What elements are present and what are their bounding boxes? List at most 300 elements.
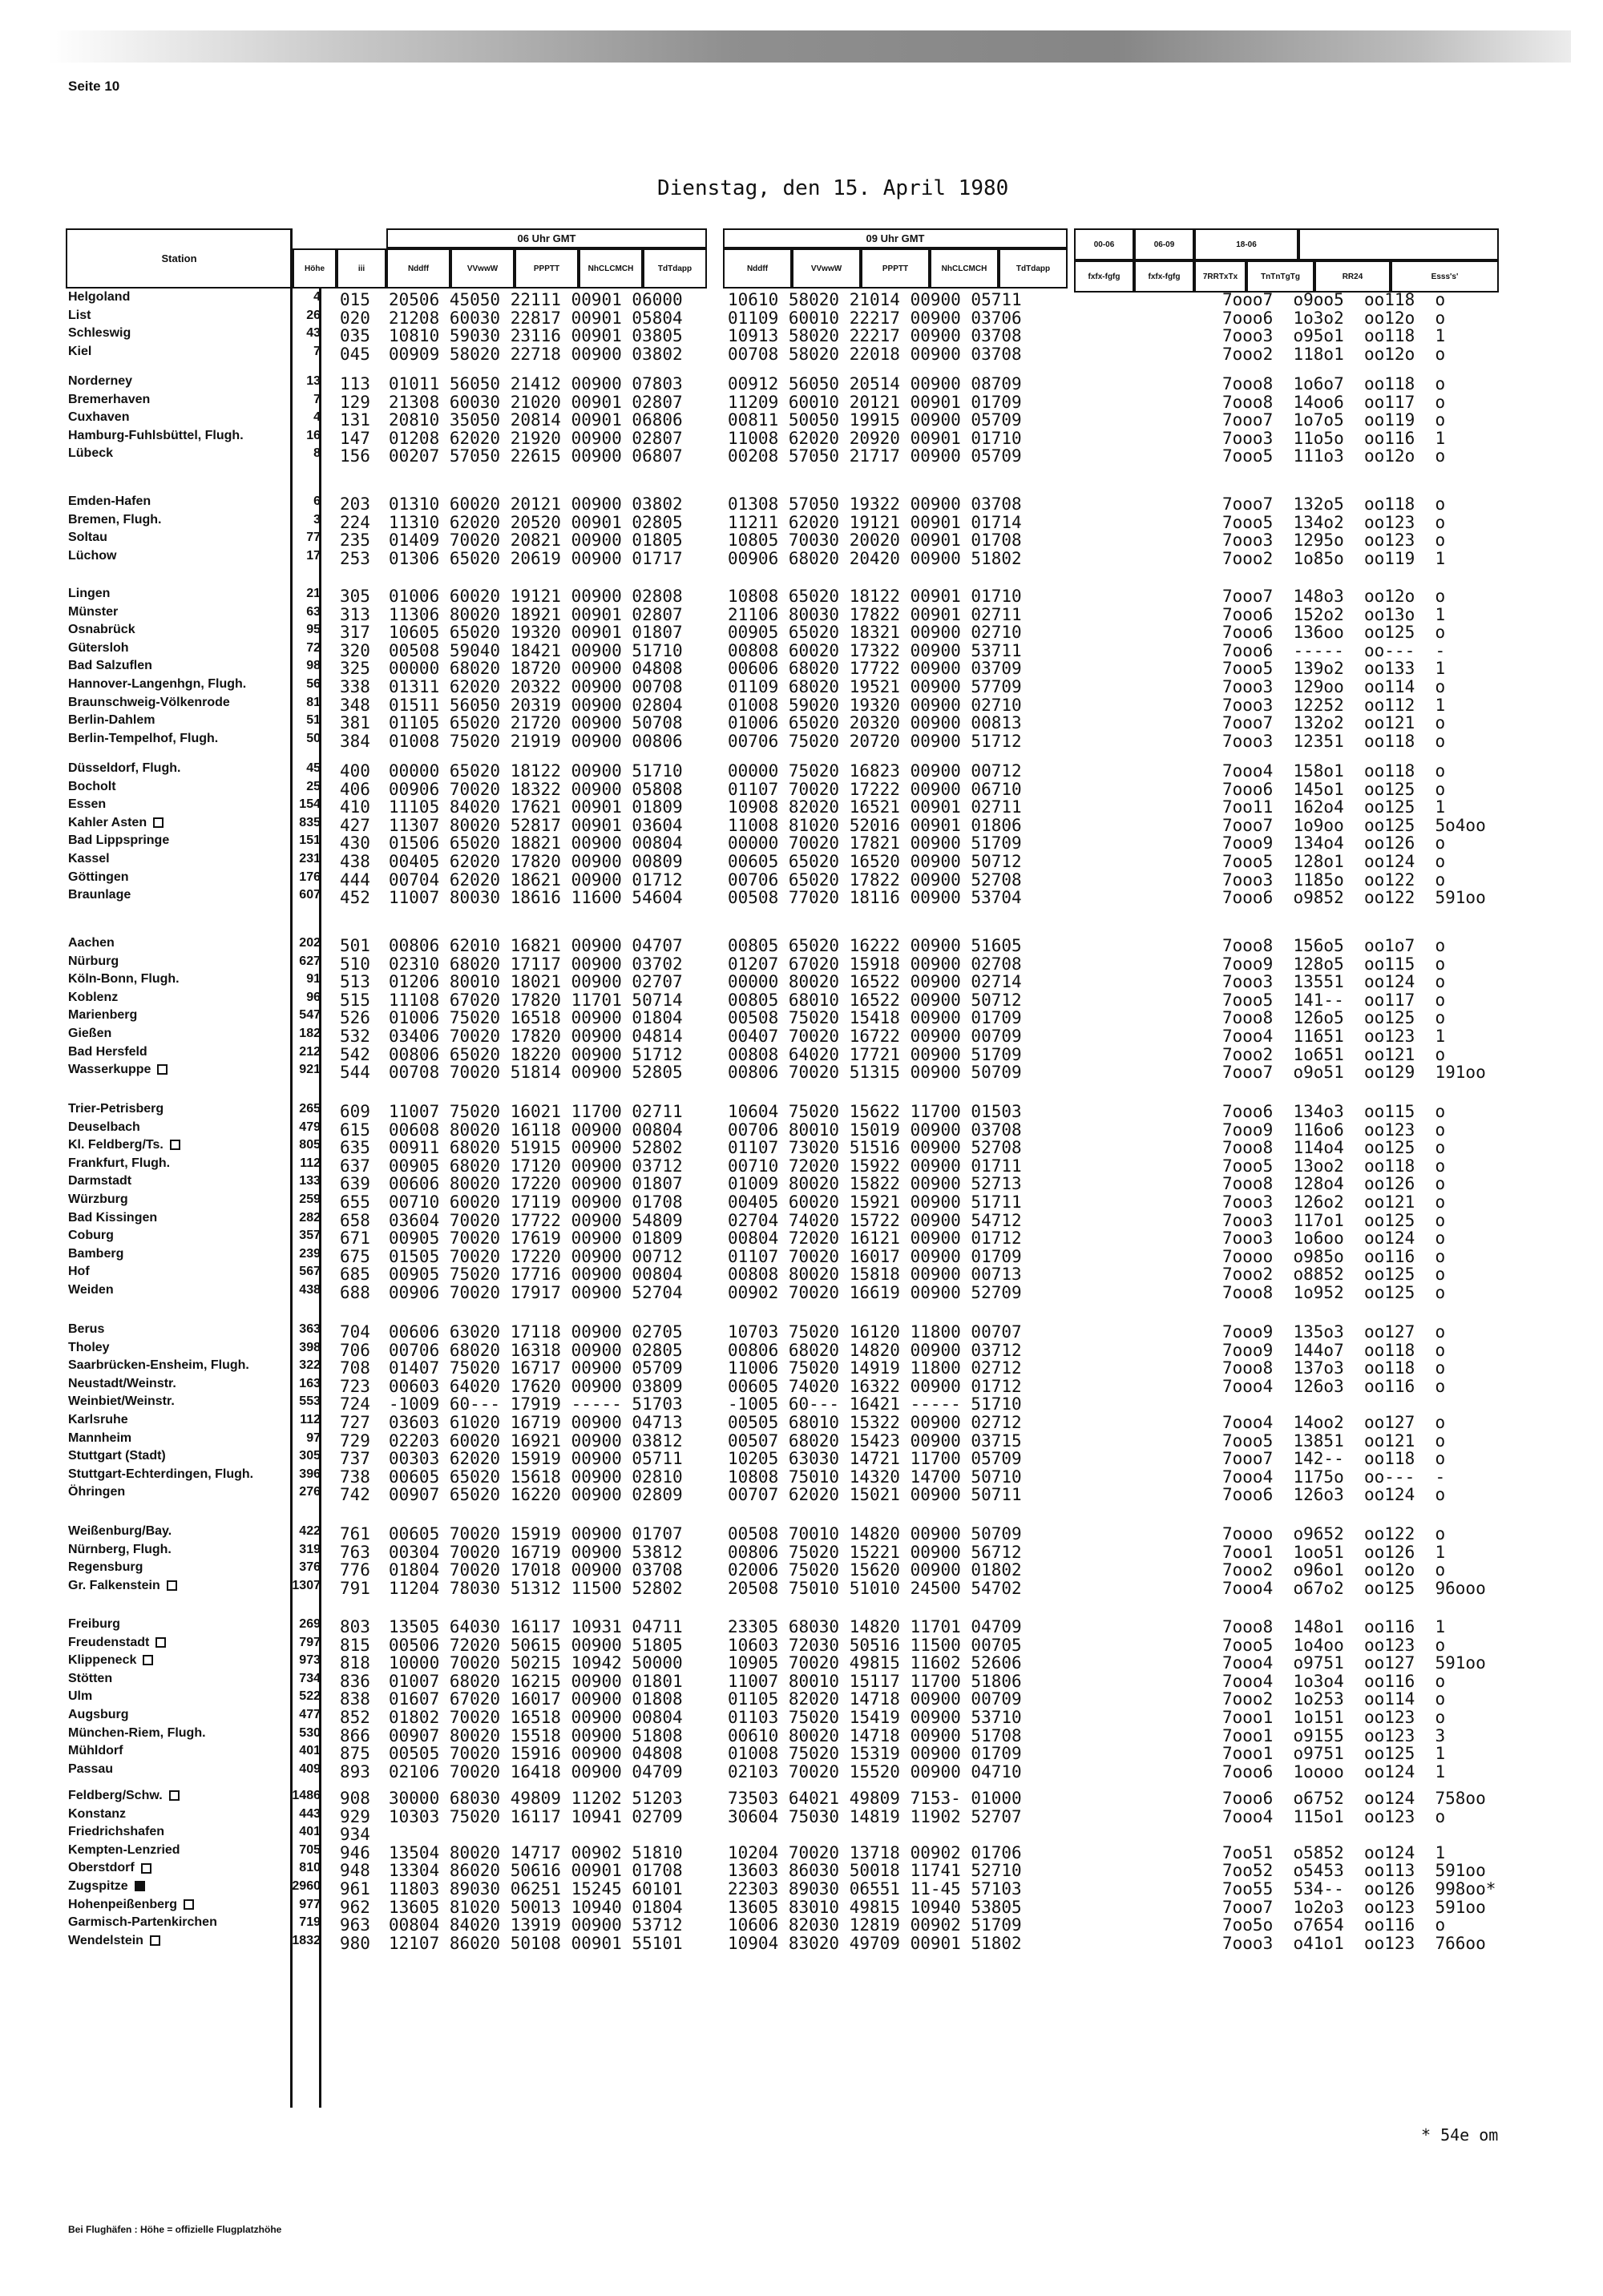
table-row	[0, 1726, 1603, 1744]
obs-09: 00912 56050 20514 00900 08709	[728, 374, 1022, 393]
table-row	[0, 549, 1603, 567]
table-row	[0, 1156, 1603, 1174]
station-name: Weiden	[68, 1283, 114, 1297]
station-height: 112	[300, 1156, 321, 1170]
station-height: 479	[299, 1120, 321, 1134]
station-height: 401	[299, 1744, 321, 1758]
obs-09: 10604 75020 15622 11700 01503	[728, 1102, 1022, 1121]
station-height: 973	[299, 1653, 321, 1668]
station-height: 163	[299, 1376, 321, 1390]
obs-09: 11006 75020 14919 11800 02712	[728, 1358, 1022, 1378]
station-height: 627	[299, 954, 321, 968]
station-name: Weißenburg/Bay.	[68, 1524, 172, 1538]
obs-06: 00405 62020 17820 00900 00809	[389, 852, 683, 871]
extra-data: 7ooo4 11651 oo123 1	[1222, 1027, 1446, 1046]
station-name: Konstanz	[68, 1806, 126, 1821]
mountain-station-marker	[143, 1655, 153, 1665]
station-height: 1307	[292, 1578, 321, 1592]
obs-09: 10703 75020 16120 11800 00707	[728, 1322, 1022, 1342]
station-height: 921	[299, 1063, 321, 1077]
extra-data: 7ooo1 1o151 oo123 o	[1222, 1708, 1446, 1727]
station-index: 203	[340, 494, 370, 514]
station-index: 791	[340, 1578, 370, 1598]
station-height: 269	[299, 1617, 321, 1631]
table-row	[0, 1524, 1603, 1542]
table-row	[0, 732, 1603, 749]
station-name: Frankfurt, Flugh.	[68, 1156, 171, 1170]
station-height: 1832	[292, 1933, 321, 1947]
table-row	[0, 1322, 1603, 1340]
obs-06: 21308 60030 21020 00901 02807	[389, 392, 683, 412]
station-name: Hohenpeißenberg	[68, 1898, 281, 1912]
obs-09: 01009 80020 15822 00900 52713	[728, 1174, 1022, 1194]
station-index: 708	[340, 1358, 370, 1378]
station-index: 430	[340, 833, 370, 853]
station-height: 734	[299, 1671, 321, 1685]
station-index: 609	[340, 1102, 370, 1121]
extra-data: 7ooo4 14oo2 oo127 o	[1222, 1413, 1446, 1432]
station-index: 893	[340, 1761, 370, 1782]
station-index: 655	[340, 1192, 370, 1212]
table-row	[0, 1915, 1603, 1933]
header-09-ppptt: PPPTT	[861, 248, 930, 289]
station-name: Passau	[68, 1761, 114, 1776]
obs-06: 00505 70020 15916 00900 04808	[389, 1744, 683, 1764]
station-index: 980	[340, 1933, 370, 1953]
extra-data: 7ooo8 126o5 oo125 o	[1222, 1008, 1446, 1028]
extra-data: 7ooo3 o41o1 oo123 766oo	[1222, 1933, 1486, 1953]
obs-06: 00000 68020 18720 00900 04808	[389, 659, 683, 679]
table-row	[0, 1653, 1603, 1671]
extra-data: 7ooo5 141-- oo117 o	[1222, 990, 1446, 1010]
obs-06: 20506 45050 22111 00901 06000	[389, 290, 683, 309]
station-height: 51	[306, 713, 321, 728]
station-height: 477	[299, 1708, 321, 1721]
obs-06: 11306 80020 18921 00901 02807	[389, 604, 683, 624]
station-name: Düsseldorf, Flugh.	[68, 761, 181, 775]
station-name: Bocholt	[68, 779, 116, 793]
station-name: Bremerhaven	[68, 392, 151, 406]
obs-09: 00606 68020 17722 00900 03709	[728, 659, 1022, 679]
station-height: 376	[299, 1560, 321, 1575]
obs-09: 00000 70020 17821 00900 51709	[728, 833, 1022, 853]
station-name: Oberstdorf	[68, 1861, 281, 1875]
station-height: 202	[299, 936, 321, 950]
obs-06: 20810 35050 20814 00901 06806	[389, 410, 683, 430]
obs-09: 01207 67020 15918 00900 02708	[728, 954, 1022, 974]
station-height: 96	[306, 990, 321, 1004]
extra-data: 7ooo6 1oooo oo124 1	[1222, 1761, 1446, 1782]
station-height: 322	[299, 1358, 321, 1373]
station-name: Bad Kissingen	[68, 1210, 158, 1225]
obs-09: 11007 80010 15117 11700 51806	[728, 1671, 1022, 1691]
station-index: 729	[340, 1430, 370, 1451]
station-name: List	[68, 308, 91, 322]
obs-06: 01511 56050 20319 00900 02804	[389, 695, 683, 715]
station-name: Göttingen	[68, 870, 129, 884]
station-height: 438	[299, 1283, 321, 1297]
station-name: Mannheim	[68, 1430, 132, 1445]
station-name: Trier-Petrisberg	[68, 1102, 164, 1116]
footnote: Bei Flughäfen : Höhe = offizielle Flugplatzhöhe	[68, 2224, 282, 2235]
extra-data: 7ooo3 12351 oo118 o	[1222, 731, 1446, 751]
obs-06: 00905 70020 17619 00900 01809	[389, 1229, 683, 1249]
table-row	[0, 936, 1603, 954]
station-name: Soltau	[68, 531, 107, 545]
extra-data: 7ooo2 1o651 oo121 o	[1222, 1044, 1446, 1064]
station-index: 384	[340, 731, 370, 751]
station-index: 400	[340, 761, 370, 781]
station-index: 815	[340, 1635, 370, 1655]
obs-09: 02103 70020 15520 00900 04710	[728, 1761, 1022, 1782]
station-height: 97	[306, 1430, 321, 1445]
obs-06: 00806 62010 16821 00900 04707	[389, 936, 683, 955]
station-name: Würzburg	[68, 1192, 128, 1206]
obs-06: 11803 89030 06251 15245 60101	[389, 1879, 683, 1899]
extra-data: 7ooo6 o9852 oo122 591oo	[1222, 888, 1486, 908]
station-name: Stuttgart-Echterdingen, Flugh.	[68, 1467, 254, 1481]
obs-06: 01409 70020 20821 00900 01805	[389, 531, 683, 551]
station-index: 015	[340, 290, 370, 309]
obs-09: 00905 65020 18321 00900 02710	[728, 623, 1022, 643]
table-row	[0, 326, 1603, 344]
extra-data: 7ooo9 134o4 oo126 o	[1222, 833, 1446, 853]
obs-06: 02310 68020 17117 00900 03702	[389, 954, 683, 974]
obs-09: 00000 80020 16522 00900 02714	[728, 972, 1022, 992]
obs-09: 01107 73020 51516 00900 52708	[728, 1138, 1022, 1158]
obs-09: 00710 72020 15922 00900 01711	[728, 1156, 1022, 1176]
obs-06: 02203 60020 16921 00900 03812	[389, 1430, 683, 1451]
extra-data: 7ooo4 o9751 oo127 591oo	[1222, 1653, 1486, 1673]
station-index: 637	[340, 1156, 370, 1176]
extra-data: 7ooo3 126o2 oo121 o	[1222, 1192, 1446, 1212]
obs-06: 10303 75020 16117 10941 02709	[389, 1806, 683, 1826]
obs-06: 13605 81020 50013 10940 01804	[389, 1897, 683, 1917]
station-height: 176	[299, 870, 321, 884]
station-index: 639	[340, 1174, 370, 1194]
obs-09: 00508 77020 18116 00900 53704	[728, 888, 1022, 908]
station-index: 635	[340, 1138, 370, 1158]
extra-data: 7ooo7 148o3 oo12o o	[1222, 587, 1446, 606]
obs-06: 01505 70020 17220 00900 00712	[389, 1246, 683, 1266]
table-row	[0, 1934, 1603, 1951]
header-r5-sub: RR24	[1314, 260, 1391, 293]
header-iii: iii	[337, 248, 386, 289]
station-name: Darmstadt	[68, 1174, 132, 1188]
mountain-station-marker	[135, 1881, 145, 1891]
station-index: 658	[340, 1210, 370, 1230]
station-name: Neustadt/Weinstr.	[68, 1376, 176, 1390]
obs-06: 03604 70020 17722 00900 54809	[389, 1210, 683, 1230]
extra-data: 7ooo6 ----- oo--- -	[1222, 640, 1446, 660]
station-name: Lingen	[68, 587, 111, 600]
mountain-station-marker	[169, 1790, 180, 1801]
station-height: 1486	[292, 1789, 321, 1802]
station-name: Osnabrück	[68, 623, 135, 637]
station-name: Augsburg	[68, 1708, 129, 1721]
station-name: München-Riem, Flugh.	[68, 1725, 206, 1740]
obs-09: 20508 75010 51010 24500 54702	[728, 1578, 1022, 1598]
extra-data: 7oo51 o5852 oo124 1	[1222, 1842, 1446, 1862]
station-index: 961	[340, 1879, 370, 1899]
station-index: 515	[340, 990, 370, 1010]
station-name: Gr. Falkenstein	[68, 1579, 281, 1593]
station-index: 776	[340, 1560, 370, 1580]
table-row	[0, 1247, 1603, 1265]
station-name: Freiburg	[68, 1617, 120, 1631]
table-row	[0, 494, 1603, 512]
station-index: 325	[340, 659, 370, 679]
obs-06: 00704 62020 18621 00900 01712	[389, 870, 683, 890]
station-height: 805	[299, 1138, 321, 1152]
station-height: 13	[306, 374, 321, 388]
station-index: 320	[340, 640, 370, 660]
station-height: 547	[299, 1008, 321, 1023]
extra-data: 7oo52 o5453 oo113 591oo	[1222, 1861, 1486, 1881]
extra-data: 7ooo3 13551 oo124 o	[1222, 972, 1446, 992]
station-name: Bad Lippspringe	[68, 833, 170, 848]
station-index: 934	[340, 1825, 370, 1845]
extra-data: 7ooo9 135o3 oo127 o	[1222, 1322, 1446, 1342]
extra-data: 7ooo3 o95o1 oo118 1	[1222, 326, 1446, 346]
station-height: 151	[299, 833, 321, 848]
station-height: 977	[299, 1897, 321, 1911]
obs-09: 01006 65020 20320 00900 00813	[728, 713, 1022, 733]
obs-09: 10913 58020 22217 00900 03708	[728, 326, 1022, 346]
station-name: Coburg	[68, 1229, 114, 1243]
extra-data: 7ooo4 126o3 oo116 o	[1222, 1376, 1446, 1396]
extra-data: 7oo5o o7654 oo116 o	[1222, 1915, 1446, 1935]
station-name: Stuttgart (Stadt)	[68, 1449, 166, 1463]
extra-data: 7ooo2 o8852 oo125 o	[1222, 1265, 1446, 1285]
obs-06: 10000 70020 50215 10942 50000	[389, 1653, 683, 1673]
mountain-station-marker	[170, 1140, 180, 1150]
table-row	[0, 713, 1603, 731]
station-index: 875	[340, 1744, 370, 1764]
table-row	[0, 972, 1603, 990]
obs-09: 00902 70020 16619 00900 52709	[728, 1283, 1022, 1302]
station-name: Marienberg	[68, 1008, 138, 1023]
extra-data: 7ooo5 1o4oo oo123 o	[1222, 1635, 1446, 1655]
station-height: 212	[299, 1044, 321, 1059]
station-name: Wendelstein	[68, 1934, 281, 1948]
date-heading: Dienstag, den 15. April 1980	[657, 176, 1009, 200]
obs-06: 11204 78030 51312 11500 52802	[389, 1578, 683, 1598]
station-index: 615	[340, 1120, 370, 1140]
obs-09: 01103 75020 15419 00900 53710	[728, 1708, 1022, 1727]
table-row	[0, 1211, 1603, 1229]
station-name: Weinbiet/Weinstr.	[68, 1394, 175, 1409]
station-height: 4	[313, 410, 321, 425]
station-height: 810	[299, 1861, 321, 1875]
station-height: 401	[299, 1825, 321, 1839]
obs-06: 01006 75020 16518 00900 01804	[389, 1008, 683, 1028]
station-name: Braunschweig-Völkenrode	[68, 695, 230, 709]
obs-09: 10904 83020 49709 00901 51802	[728, 1933, 1022, 1953]
obs-09: 00605 65020 16520 00900 50712	[728, 852, 1022, 871]
extra-data: 7ooo2 1o253 oo114 o	[1222, 1689, 1446, 1709]
station-name: Öhringen	[68, 1485, 126, 1499]
obs-09: 10610 58020 21014 00900 05711	[728, 290, 1022, 309]
obs-09: 01308 57050 19322 00900 03708	[728, 494, 1022, 514]
table-row	[0, 345, 1603, 362]
mountain-station-marker	[167, 1580, 177, 1591]
station-name: Essen	[68, 797, 107, 812]
obs-06: 11108 67020 17820 11701 50714	[389, 990, 683, 1010]
station-height: 305	[299, 1449, 321, 1463]
station-height: 56	[306, 677, 321, 691]
extra-data: 7oooo o985o oo116 o	[1222, 1246, 1446, 1266]
station-index: 501	[340, 936, 370, 955]
obs-09: 10606 82030 12819 00902 51709	[728, 1915, 1022, 1935]
obs-06: 01206 80010 18021 00900 02707	[389, 972, 683, 992]
page-number: Seite 10	[68, 79, 120, 94]
obs-06: 10605 65020 19320 00901 01807	[389, 623, 683, 643]
station-name: Köln-Bonn, Flugh.	[68, 972, 180, 987]
obs-09: 02704 74020 15722 00900 54712	[728, 1210, 1022, 1230]
obs-06: 01011 56050 21412 00900 07803	[389, 374, 683, 393]
obs-09: 30604 75030 14819 11902 52707	[728, 1806, 1022, 1826]
station-index: 723	[340, 1376, 370, 1396]
station-name: Lüchow	[68, 548, 117, 563]
table-row	[0, 1708, 1603, 1725]
obs-09: -1005 60--- 16421 ----- 51710	[728, 1394, 1022, 1414]
table-row	[0, 1579, 1603, 1596]
station-name: Deuselbach	[68, 1120, 140, 1134]
table-row	[0, 1027, 1603, 1044]
obs-06: 00000 65020 18122 00900 51710	[389, 761, 683, 781]
obs-06: 00909 58020 22718 00900 03802	[389, 344, 683, 364]
station-name: Gießen	[68, 1027, 112, 1040]
station-index: 818	[340, 1653, 370, 1673]
station-index: 724	[340, 1394, 370, 1414]
obs-06: 00606 63020 17118 00900 02705	[389, 1322, 683, 1342]
table-row	[0, 1789, 1603, 1806]
extra-data: 7oooo o9652 oo122 o	[1222, 1524, 1446, 1543]
extra-data: 7ooo3 12252 oo112 1	[1222, 695, 1446, 715]
note: * 54e om	[1421, 2125, 1499, 2145]
obs-06: 01407 75020 16717 00900 05709	[389, 1358, 683, 1378]
header-r2-sub: fxfx-fgfg	[1134, 260, 1194, 293]
station-height: 63	[306, 604, 321, 619]
station-index: 235	[340, 531, 370, 551]
obs-09: 10603 72030 50516 11500 00705	[728, 1635, 1022, 1655]
obs-09: 00808 60020 17322 00900 53711	[728, 640, 1022, 660]
extra-data: 7ooo3 11o5o oo116 1	[1222, 428, 1446, 448]
obs-09: 00000 75020 16823 00900 00712	[728, 761, 1022, 781]
header-obs06: 06 Uhr GMT	[386, 228, 707, 248]
station-index: 253	[340, 548, 370, 568]
extra-data: 7oo55 534-- oo126 998oo*	[1222, 1879, 1496, 1899]
extra-data: 7ooo8 14oo6 oo117 o	[1222, 392, 1446, 412]
obs-06: 00905 68020 17120 00900 03712	[389, 1156, 683, 1176]
obs-06: 03406 70020 17820 00900 04814	[389, 1027, 683, 1046]
extra-data: 7ooo3 1o6oo oo124 o	[1222, 1229, 1446, 1249]
table-row	[0, 1008, 1603, 1026]
station-height: 797	[299, 1635, 321, 1649]
station-height: 4	[313, 290, 321, 304]
obs-06: -1009 60--- 17919 ----- 51703	[389, 1394, 683, 1414]
station-height: 719	[299, 1915, 321, 1930]
station-name: Nürburg	[68, 954, 119, 968]
station-index: 313	[340, 604, 370, 624]
header-r6-sub: Esss's'	[1391, 260, 1499, 293]
table-row	[0, 870, 1603, 888]
station-name: Bremen, Flugh.	[68, 512, 162, 527]
station-name: Koblenz	[68, 990, 119, 1004]
mountain-station-marker	[141, 1863, 151, 1874]
table-row	[0, 1807, 1603, 1825]
extra-data: 7ooo7 1o2o3 oo123 591oo	[1222, 1897, 1486, 1917]
station-name: Hannover-Langenhgn, Flugh.	[68, 677, 247, 691]
header-r-blank	[1298, 228, 1499, 260]
obs-06: 01006 60020 19121 00900 02808	[389, 587, 683, 606]
station-index: 836	[340, 1671, 370, 1691]
obs-06: 00911 68020 51915 00900 52802	[389, 1138, 683, 1158]
table-row	[0, 1045, 1603, 1063]
station-index: 156	[340, 446, 370, 466]
station-index: 513	[340, 972, 370, 992]
obs-06: 01506 65020 18821 00900 00804	[389, 833, 683, 853]
mountain-station-marker	[157, 1064, 168, 1075]
station-height: 422	[299, 1524, 321, 1538]
extra-data: 7ooo9 144o7 oo118 o	[1222, 1340, 1446, 1360]
station-index: 908	[340, 1789, 370, 1808]
obs-06: 12107 86020 50108 00901 55101	[389, 1933, 683, 1953]
obs-06: 00605 65020 15618 00900 02810	[389, 1467, 683, 1487]
station-name: Nürnberg, Flugh.	[68, 1542, 172, 1556]
table-row	[0, 290, 1603, 308]
obs-06: 13504 80020 14717 00902 51810	[389, 1842, 683, 1862]
table-row	[0, 1762, 1603, 1780]
extra-data: 7ooo6 126o3 oo124 o	[1222, 1485, 1446, 1505]
obs-06: 01105 65020 21720 00900 50708	[389, 713, 683, 733]
obs-09: 00508 75020 15418 00900 01709	[728, 1008, 1022, 1028]
station-index: 685	[340, 1265, 370, 1285]
obs-09: 01107 70020 16017 00900 01709	[728, 1246, 1022, 1266]
obs-09: 00707 62020 15021 00900 50711	[728, 1485, 1022, 1505]
table-row	[0, 1467, 1603, 1485]
header-station: Station	[66, 228, 293, 289]
extra-data: 7ooo2 o96o1 oo12o o	[1222, 1560, 1446, 1580]
extra-data: 7ooo1 o9155 oo123 3	[1222, 1725, 1446, 1745]
station-height: 265	[299, 1102, 321, 1116]
station-index: 542	[340, 1044, 370, 1064]
obs-09: 00808 80020 15818 00900 00713	[728, 1265, 1022, 1285]
extra-data: 7ooo9 128o5 oo115 o	[1222, 954, 1446, 974]
obs-06: 00303 62020 15919 00900 05711	[389, 1449, 683, 1469]
extra-data: 7ooo3 117o1 oo125 o	[1222, 1210, 1446, 1230]
obs-09: 01109 68020 19521 00900 57709	[728, 677, 1022, 696]
table-row	[0, 1394, 1603, 1412]
table-row	[0, 659, 1603, 679]
station-index: 727	[340, 1413, 370, 1432]
station-height: 16	[306, 428, 321, 442]
table-row	[0, 1449, 1603, 1467]
extra-data: 7ooo8 128o4 oo126 o	[1222, 1174, 1446, 1194]
obs-09: 00407 70020 16722 00900 00709	[728, 1027, 1022, 1046]
station-index: 962	[340, 1897, 370, 1917]
obs-09: 21106 80030 17822 00901 02711	[728, 604, 1022, 624]
obs-09: 10204 70020 13718 00902 01706	[728, 1842, 1022, 1862]
station-height: 357	[299, 1229, 321, 1243]
station-index: 706	[340, 1340, 370, 1360]
station-name: Kempten-Lenzried	[68, 1842, 180, 1857]
obs-09: 10205 63030 14721 11700 05709	[728, 1449, 1022, 1469]
table-row	[0, 1229, 1603, 1249]
table-row	[0, 852, 1603, 870]
station-name: Kl. Feldberg/Ts.	[68, 1138, 281, 1152]
